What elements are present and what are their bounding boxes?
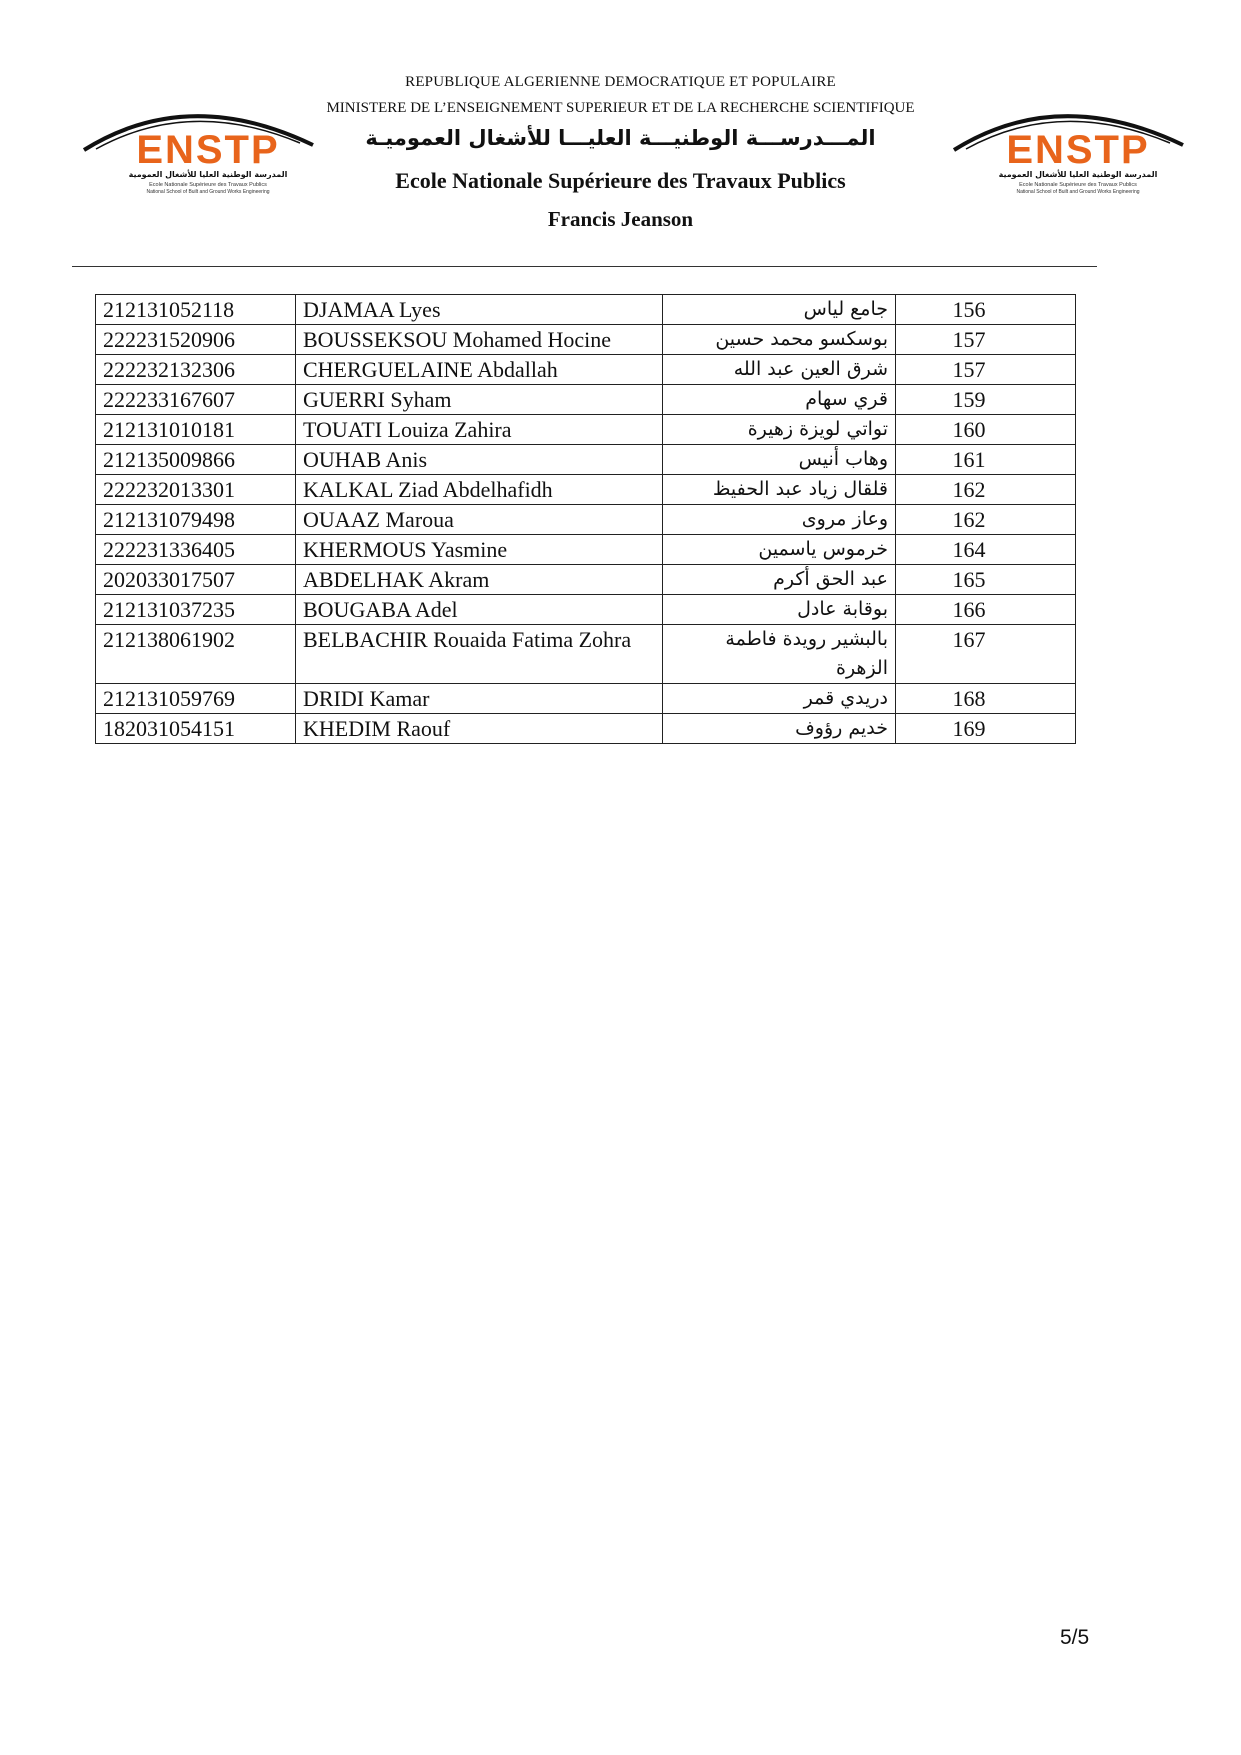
student-name-cell: CHERGUELAINE Abdallah <box>296 355 663 385</box>
campus-name: Francis Jeanson <box>547 207 694 231</box>
registration-number-cell: 212131079498 <box>96 505 296 535</box>
registration-number-cell: 202033017507 <box>96 565 296 595</box>
page-number: 5/5 <box>1060 1626 1090 1649</box>
student-name-arabic-cell: دريدي قمر <box>663 684 896 714</box>
rank-cell: 164 <box>896 535 1076 565</box>
rank-cell: 166 <box>896 595 1076 625</box>
registration-number-cell: 212131010181 <box>96 415 296 445</box>
registration-number-cell: 222231336405 <box>96 535 296 565</box>
school-name-arabic: المـــدرســـة الوطنيـــة العليـــا للأشغال العموميـة <box>365 126 876 150</box>
table-row <box>96 355 1076 385</box>
student-name-cell: KHERMOUS Yasmine <box>296 535 663 565</box>
logo-english-caption: National School of Built and Ground Works Engineering <box>1016 189 1140 195</box>
logo-french-caption: Ecole Nationale Supérieure des Travaux Publics <box>1019 182 1137 188</box>
rank-cell: 161 <box>896 445 1076 475</box>
registration-number-cell: 212135009866 <box>96 445 296 475</box>
student-name-arabic-cell: جامع لياس <box>663 295 896 325</box>
student-name-arabic-cell: وعاز مروى <box>663 505 896 535</box>
logo-arabic-caption: المدرسة الوطنية العليا للأشغال العمومية <box>998 170 1158 179</box>
table-row <box>96 445 1076 475</box>
table-row <box>96 385 1076 415</box>
table-row <box>96 684 1076 714</box>
registration-number-cell: 222232013301 <box>96 475 296 505</box>
header-divider <box>72 266 1097 267</box>
rank-cell: 167 <box>896 625 1076 684</box>
table-row <box>96 325 1076 355</box>
logo-french-caption: Ecole Nationale Supérieure des Travaux Publics <box>149 182 267 188</box>
student-name-cell: BOUSSEKSOU Mohamed Hocine <box>296 325 663 355</box>
student-name-cell: DJAMAA Lyes <box>296 295 663 325</box>
registration-number-cell: 212131059769 <box>96 684 296 714</box>
rank-cell: 162 <box>896 505 1076 535</box>
logo-arabic-caption: المدرسة الوطنية العليا للأشغال العمومية <box>128 170 288 179</box>
table-body <box>96 295 1076 744</box>
student-list-table <box>95 294 1076 744</box>
student-name-arabic-cell: بوسكسو محمد حسين <box>663 325 896 355</box>
student-name-arabic-cell: خرموس ياسمين <box>663 535 896 565</box>
student-name-cell: GUERRI Syham <box>296 385 663 415</box>
rank-cell: 160 <box>896 415 1076 445</box>
student-name-arabic-cell: وهاب أنيس <box>663 445 896 475</box>
student-name-cell: BELBACHIR Rouaida Fatima Zohra <box>296 625 663 684</box>
student-name-arabic-cell: بالبشير رويدة فاطمة الزهرة <box>663 625 896 684</box>
student-name-arabic-cell: خديم رؤوف <box>663 714 896 744</box>
student-name-arabic-cell: قري سهام <box>663 385 896 415</box>
student-name-arabic-cell: قلقال زياد عبد الحفيظ <box>663 475 896 505</box>
school-name: Ecole Nationale Supérieure des Travaux Publics <box>395 168 846 193</box>
student-name-arabic-cell: شرق العين عبد الله <box>663 355 896 385</box>
student-name-cell: OUAAZ Maroua <box>296 505 663 535</box>
registration-number-cell: 222231520906 <box>96 325 296 355</box>
registration-number-cell: 212138061902 <box>96 625 296 684</box>
table-row <box>96 475 1076 505</box>
rank-cell: 157 <box>896 325 1076 355</box>
ministry-title: MINISTERE DE L’ENSEIGNEMENT SUPERIEUR ET DE LA RECHERCHE SCIENTIFIQUE <box>326 100 915 116</box>
logo-acronym: ENSTP <box>1006 128 1150 172</box>
table-row <box>96 295 1076 325</box>
rank-cell: 169 <box>896 714 1076 744</box>
registration-number-cell: 182031054151 <box>96 714 296 744</box>
registration-number-cell: 212131037235 <box>96 595 296 625</box>
registration-number-cell: 222232132306 <box>96 355 296 385</box>
logo-acronym: ENSTP <box>136 128 280 172</box>
registration-number-cell: 212131052118 <box>96 295 296 325</box>
table-row <box>96 714 1076 744</box>
student-name-cell: ABDELHAK Akram <box>296 565 663 595</box>
table-row <box>96 535 1076 565</box>
republic-title: REPUBLIQUE ALGERIENNE DEMOCRATIQUE ET POPULAIRE <box>405 74 836 90</box>
rank-cell: 165 <box>896 565 1076 595</box>
table-row <box>96 505 1076 535</box>
student-name-cell: TOUATI Louiza Zahira <box>296 415 663 445</box>
student-name-arabic-cell: تواتي لويزة زهيرة <box>663 415 896 445</box>
registration-number-cell: 222233167607 <box>96 385 296 415</box>
student-name-arabic-cell: بوقابة عادل <box>663 595 896 625</box>
student-name-cell: OUHAB Anis <box>296 445 663 475</box>
rank-cell: 162 <box>896 475 1076 505</box>
student-name-cell: KALKAL Ziad Abdelhafidh <box>296 475 663 505</box>
student-name-cell: BOUGABA Adel <box>296 595 663 625</box>
rank-cell: 159 <box>896 385 1076 415</box>
student-name-cell: KHEDIM Raouf <box>296 714 663 744</box>
table-row <box>96 565 1076 595</box>
student-name-cell: DRIDI Kamar <box>296 684 663 714</box>
rank-cell: 156 <box>896 295 1076 325</box>
rank-cell: 157 <box>896 355 1076 385</box>
table-row <box>96 625 1076 684</box>
student-name-arabic-cell: عبد الحق أكرم <box>663 565 896 595</box>
table-row <box>96 415 1076 445</box>
logo-english-caption: National School of Built and Ground Works Engineering <box>146 189 270 195</box>
rank-cell: 168 <box>896 684 1076 714</box>
table-row <box>96 595 1076 625</box>
